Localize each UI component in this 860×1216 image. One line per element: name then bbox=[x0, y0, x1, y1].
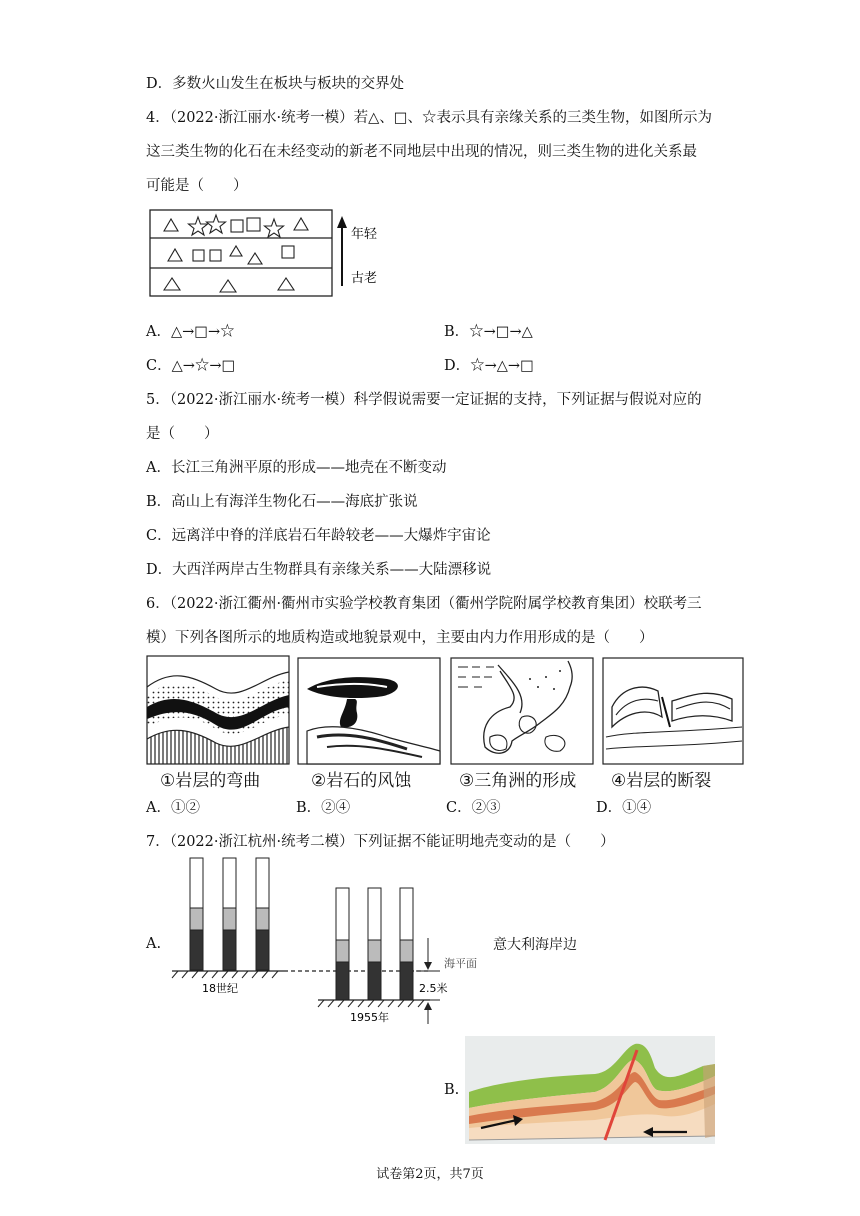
q7-fold-block-figure bbox=[465, 1036, 715, 1144]
q5-stem-line1: 5．（2022·浙江丽水·统考一模）科学假说需要一定证据的支持，下列证据与假说对应的 bbox=[146, 392, 702, 408]
q6-stem-line2: 模）下列各图所示的地质构造或地貌景观中，主要由内力作用形成的是（ ） bbox=[146, 630, 654, 646]
q5-option-b: B．高山上有海洋生物化石——海底扩张说 bbox=[146, 494, 418, 510]
q5-option-d: D．大西洋两岸古生物群具有亲缘关系——大陆漂移说 bbox=[146, 562, 492, 578]
q4-option-c: C．△→☆→□ bbox=[146, 358, 236, 374]
label-old: 古老 bbox=[351, 271, 378, 286]
q4-option-a: A．△→□→☆ bbox=[146, 324, 235, 340]
q6-option-b: B．②④ bbox=[296, 800, 351, 816]
q4-stem-line3: 可能是（ ） bbox=[146, 178, 248, 194]
label-18th-century: 18世纪 bbox=[202, 982, 238, 995]
q6-caption-1: ①岩层的弯曲 bbox=[160, 771, 261, 791]
q4-option-b: B．☆→□→△ bbox=[444, 324, 533, 340]
q4-stem-line2: 这三类生物的化石在未经变动的新老不同地层中出现的情况，则三类生物的进化关系最 bbox=[146, 144, 697, 160]
q5-option-a: A．长江三角洲平原的形成——地壳在不断变动 bbox=[146, 460, 447, 476]
q6-option-a: A．①② bbox=[146, 800, 200, 816]
q3-option-d: D．多数火山发生在板块与板块的交界处 bbox=[146, 76, 405, 92]
label-young: 年轻 bbox=[351, 227, 378, 242]
q4-strata-figure bbox=[146, 206, 396, 300]
q6-panel-delta bbox=[450, 657, 594, 765]
q7-pillars-figure bbox=[168, 856, 477, 1026]
q6-option-c: C．②③ bbox=[446, 800, 501, 816]
q6-caption-4: ④岩层的断裂 bbox=[611, 771, 712, 791]
q6-caption-2: ②岩石的风蚀 bbox=[311, 771, 412, 791]
q6-option-d: D．①④ bbox=[596, 800, 652, 816]
q6-panel-folding bbox=[146, 655, 290, 765]
q4-stem-line1: 4．（2022·浙江丽水·统考一模）若△、□、☆表示具有亲缘关系的三类生物，如图所示为 bbox=[146, 110, 712, 126]
q6-caption-3: ③三角洲的形成 bbox=[459, 771, 577, 791]
label-1955: 1955年 bbox=[350, 1011, 389, 1024]
q5-stem-line2: 是（ ） bbox=[146, 426, 219, 442]
q7-label-place: 意大利海岸边 bbox=[493, 937, 577, 953]
q6-panel-fault bbox=[602, 657, 744, 765]
label-depth: 2.5米 bbox=[419, 982, 448, 995]
label-sea-level: 海平面 bbox=[444, 957, 477, 970]
q6-stem-line1: 6．（2022·浙江衢州·衢州市实验学校教育集团（衢州学院附属学校教育集团）校联考三 bbox=[146, 596, 702, 612]
q4-option-d: D．☆→△→□ bbox=[444, 358, 534, 374]
page-footer: 试卷第2页，共7页 bbox=[376, 1167, 484, 1182]
q7-stem: 7．（2022·浙江杭州·统考二模）下列证据不能证明地壳变动的是（ ） bbox=[146, 834, 615, 850]
q6-panel-erosion bbox=[297, 657, 441, 765]
q7-option-b-label: B. bbox=[444, 1082, 460, 1098]
q5-option-c: C．远离洋中脊的洋底岩石年龄较老——大爆炸宇宙论 bbox=[146, 528, 491, 544]
q7-option-a-label: A. bbox=[146, 936, 162, 952]
